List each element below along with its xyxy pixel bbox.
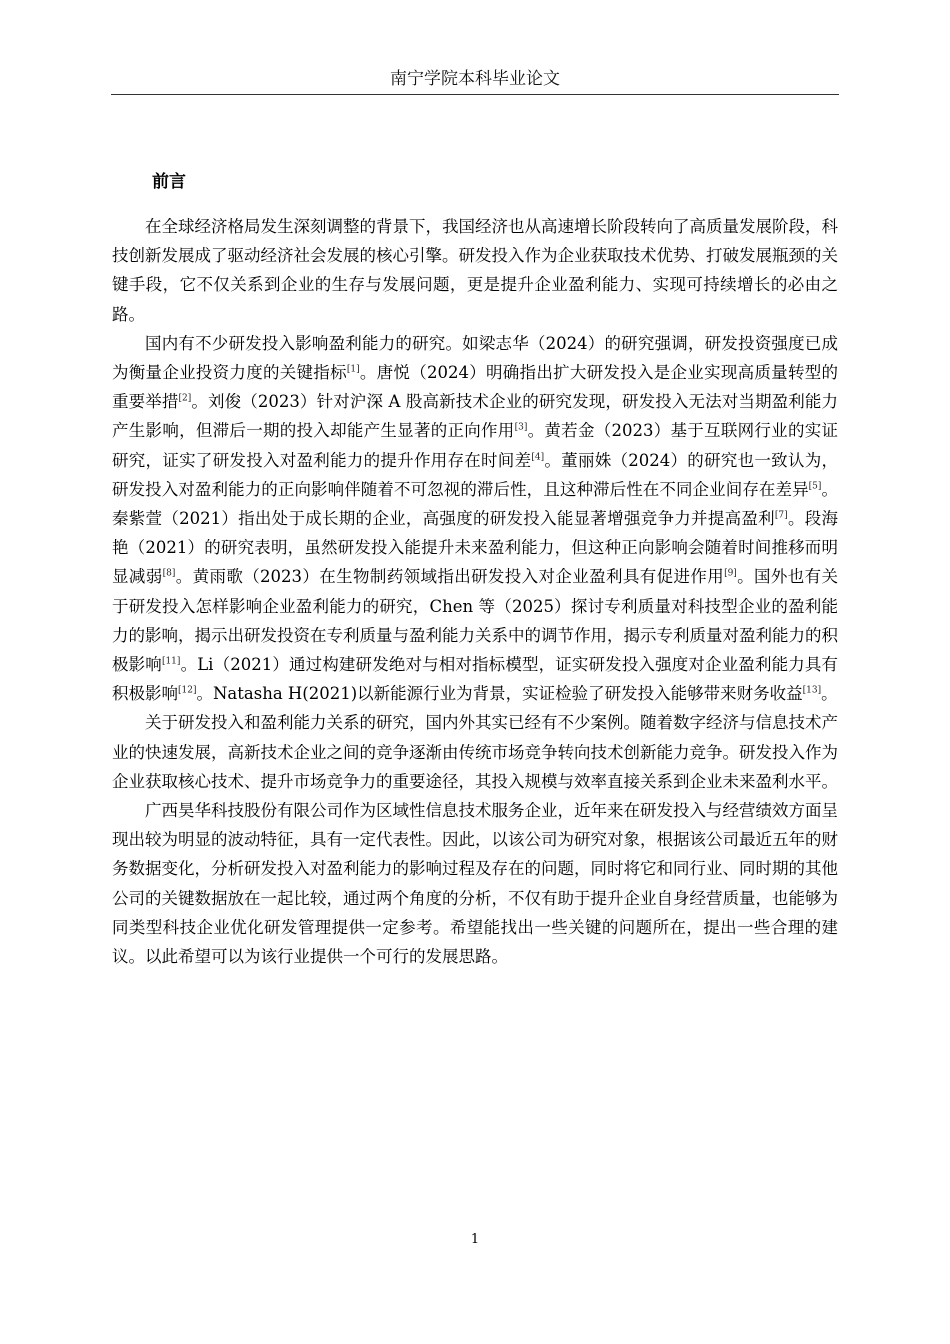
text-segment: 。秦紫萱（2021）指出处于成长期的企业，高强度的研发投入能显著增强竞争力并提高盈利 (112, 479, 839, 529)
paragraph-2 (112, 329, 838, 709)
citation-mark: [12] (178, 685, 197, 696)
text-segment: 。黄雨歌（2023）在生物制药领域指出研发投入对企业盈利具有促进作用 (175, 567, 725, 587)
text-segment: 。黄若金（2023）基于互联网行业的实证研究，证实了研发投入对盈利能力的提升作用存在时间差 (112, 421, 838, 470)
text-segment: 。Natasha H(2021)以新能源行业为背景，实证检验了研发投入能够带来财务收益 (196, 684, 803, 704)
text-segment: 。 (821, 684, 838, 704)
citation-mark: [1] (346, 364, 360, 375)
text-segment: 国内有不少研发投入影响盈利能力的研究。如梁志华（2024）的研究强调，研发投资强度已成为衡量企业投资力度的关键指标 (112, 333, 838, 383)
citation-mark: [9] (724, 568, 737, 579)
citation-mark: [7] (774, 510, 788, 521)
page-number: 1 (470, 1232, 480, 1247)
citation-mark: [3] (514, 422, 528, 433)
running-header: 南宁学院本科毕业论文 (111, 64, 839, 95)
section-title: 前言 (152, 172, 186, 192)
text-segment: 。唐悦（2024）明确指出扩大研发投入是企业实现高质量转型的重要举措 (112, 363, 838, 412)
citation-mark: [11] (161, 656, 181, 667)
text-segment: 。国外也有关于研发投入怎样影响企业盈利能力的研究，Chen 等（2025）探讨专利质量对科技型企业的盈利能力的影响，揭示出研发投资在专利质量与盈利能力关系中的调节作用，揭示专利质量对盈利能力的积极影响 (112, 567, 839, 675)
citation-mark: [2] (178, 393, 192, 404)
text-segment: 。段海艳（2021）的研究表明，虽然研发投入能提升未来盈利能力，但这种正向影响会随着时间推移而明显减弱 (112, 509, 838, 587)
paragraph-1: 在全球经济格局发生深刻调整的背景下，我国经济也从高速增长阶段转向了高质量发展阶段，科技创新发展成了驱动经济社会发展的核心引擎。研发投入作为企业获取技术优势、打破发展瓶颈的关键手段，它不仅关系到企业的生存与发展问题，更是提升企业盈利能力、实现可持续增长的必由之路。 (112, 217, 838, 324)
text-segment: 。刘俊（2023）针对沪深 A 股高新技术企业的研究发现，研发投入无法对当期盈利能力产生影响，但滞后一期的投入却能产生显著的正向作用 (112, 392, 838, 441)
paragraph-4: 广西昊华科技股份有限公司作为区域性信息技术服务企业，近年来在研发投入与经营绩效方面呈现出较为明显的波动特征，具有一定代表性。因此，以该公司为研究对象，根据该公司最近五年的财务数据变化，分析研发投入对盈利能力的影响过程及存在的问题，同时将它和同行业、同时期的其他公司的关键数据放在一起比较，通过两个角度的分析，不仅有助于提升企业自身经营质量，也能够为同类型科技企业优化研发管理提供一定参考。希望能找出一些关键的问题所在，提出一些合理的建议。以此希望可以为该行业提供一个可行的发展思路。 (112, 801, 838, 967)
paragraph-3: 关于研发投入和盈利能力关系的研究，国内外其实已经有不少案例。随着数字经济与信息技术产业的快速发展，高新技术企业之间的竞争逐渐由传统市场竞争转向技术创新能力竞争。研发投入作为企业获取核心技术、提升市场竞争力的重要途径，其投入规模与效率直接关系到企业未来盈利水平。 (112, 713, 838, 791)
citation-mark: [13] (802, 685, 822, 696)
text-segment: 。Li（2021）通过构建研发绝对与相对指标模型，证实研发投入强度对企业盈利能力具有积极影响 (112, 655, 839, 704)
citation-mark: [8] (162, 568, 176, 579)
citation-mark: [4] (531, 452, 545, 463)
citation-mark: [5] (808, 481, 822, 492)
text-segment: 。董丽姝（2024）的研究也一致认为，研发投入对盈利能力的正向影响伴随着不可忽视的滞后性，且这种滞后性在不同企业间存在差异 (112, 450, 839, 499)
body-text (112, 212, 838, 971)
